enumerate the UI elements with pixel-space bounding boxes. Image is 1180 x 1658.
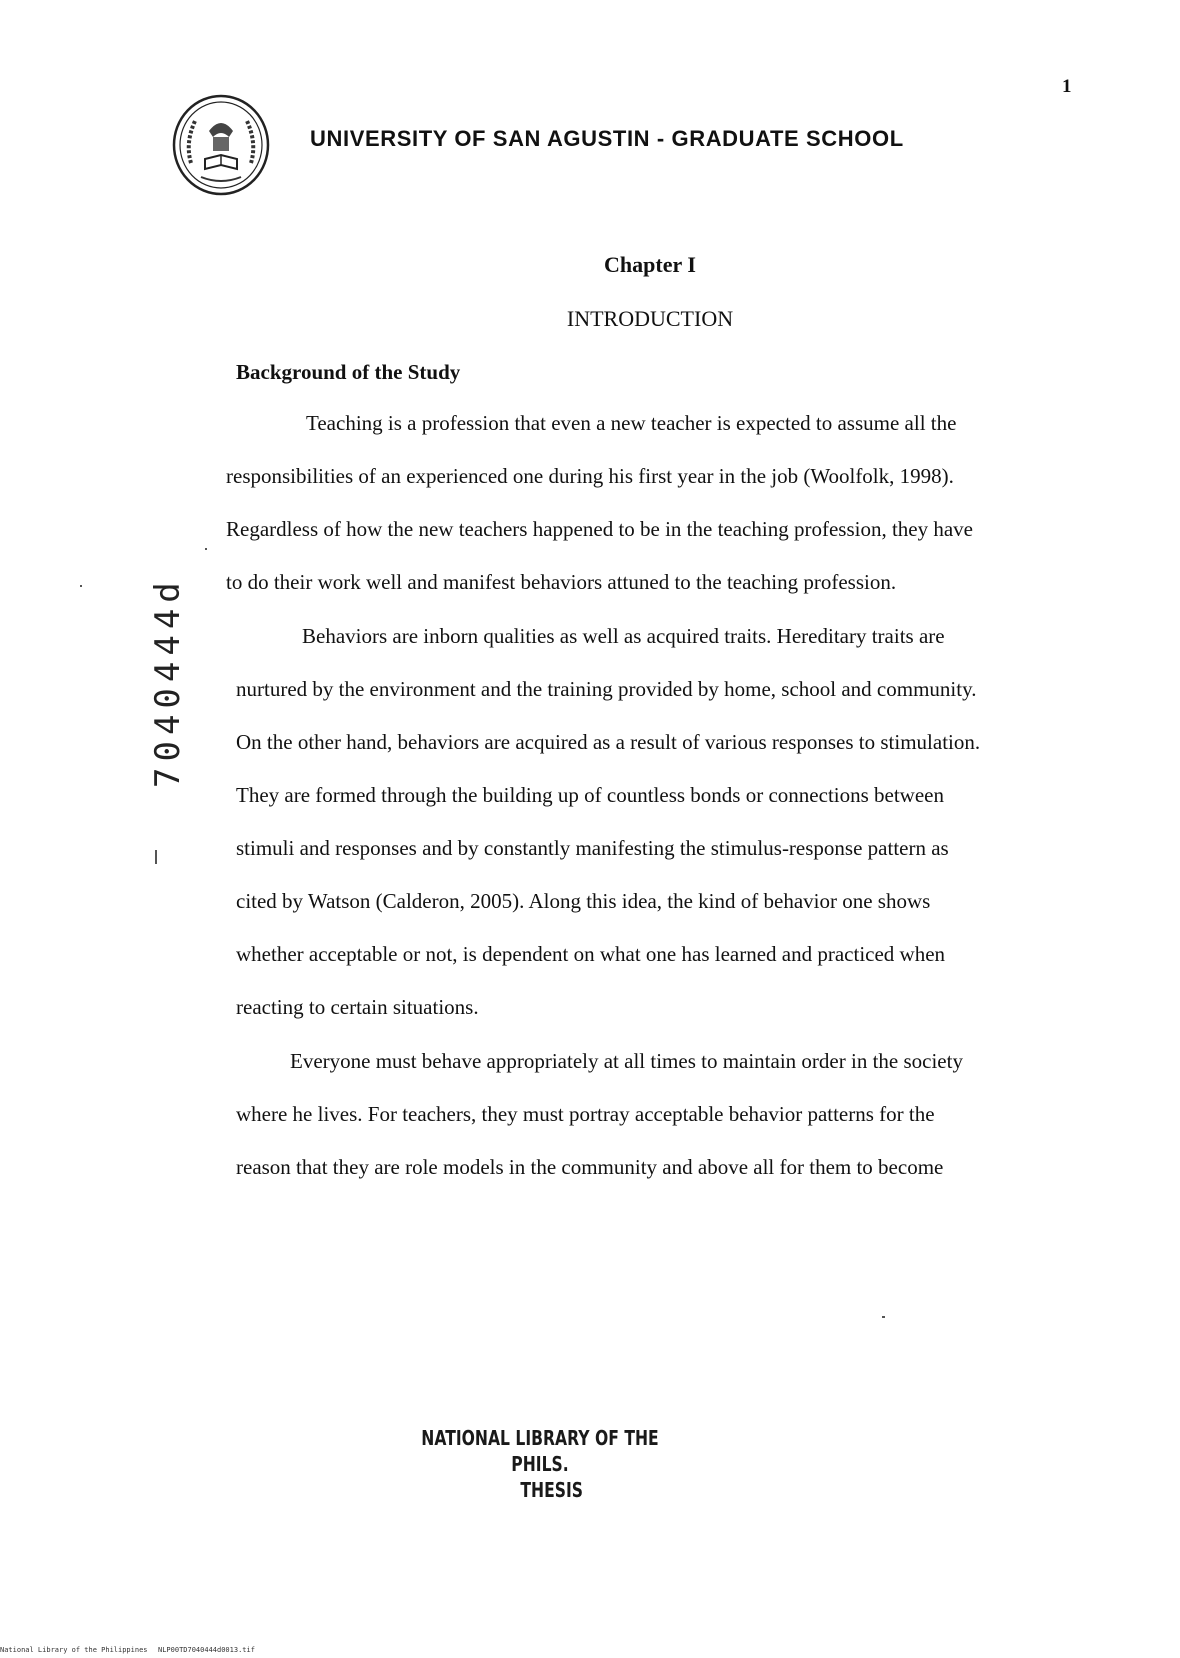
body-line: On the other hand, behaviors are acquired as a result of various responses to stimulation. bbox=[236, 730, 981, 754]
scan-speck bbox=[80, 585, 82, 587]
body-line: Teaching is a profession that even a new teacher is expected to assume all the bbox=[306, 411, 957, 435]
page-number: 1 bbox=[1062, 76, 1072, 97]
scan-speck bbox=[155, 850, 157, 864]
side-accession-stamp: 7040444d bbox=[148, 576, 188, 788]
body-line: They are formed through the building up of countless bonds or connections between bbox=[236, 783, 944, 807]
scan-speck bbox=[205, 548, 207, 550]
university-header: UNIVERSITY OF SAN AGUSTIN - GRADUATE SCHOOL bbox=[310, 126, 904, 151]
library-stamp-line: THESIS bbox=[520, 1478, 584, 1502]
footer-filename: NLP00TD7040444d0013.tif bbox=[158, 1646, 255, 1654]
body-line: Regardless of how the new teachers happened to be in the teaching profession, they have bbox=[226, 517, 973, 541]
chapter-number: Chapter I bbox=[604, 252, 696, 277]
body-line: where he lives. For teachers, they must portray acceptable behavior patterns for the bbox=[236, 1102, 935, 1126]
body-line: reacting to certain situations. bbox=[236, 995, 479, 1019]
body-line: cited by Watson (Calderon, 2005). Along this idea, the kind of behavior one shows bbox=[236, 889, 931, 913]
body-line: stimuli and responses and by constantly manifesting the stimulus-response pattern as bbox=[236, 836, 949, 860]
body-line: Behaviors are inborn qualities as well as acquired traits. Hereditary traits are bbox=[302, 624, 945, 648]
university-seal-icon bbox=[171, 93, 271, 197]
chapter-title: INTRODUCTION bbox=[566, 306, 734, 331]
body-line: nurtured by the environment and the training provided by home, school and community. bbox=[236, 677, 977, 701]
scan-speck bbox=[882, 1316, 885, 1318]
library-stamp bbox=[415, 1425, 665, 1503]
library-stamp-line: NATIONAL LIBRARY OF THE PHILS. bbox=[421, 1426, 659, 1476]
body-line: Everyone must behave appropriately at all times to maintain order in the society bbox=[290, 1049, 963, 1073]
body-line: responsibilities of an experienced one during his first year in the job (Woolfolk, 1998). bbox=[226, 464, 954, 488]
body-line: reason that they are role models in the community and above all for them to become bbox=[236, 1155, 944, 1179]
body-line: to do their work well and manifest behaviors attuned to the teaching profession. bbox=[226, 570, 897, 594]
footer-source: National Library of the Philippines bbox=[0, 1646, 148, 1654]
section-title: Background of the Study bbox=[236, 360, 461, 384]
body-line: whether acceptable or not, is dependent on what one has learned and practiced when bbox=[236, 942, 946, 966]
